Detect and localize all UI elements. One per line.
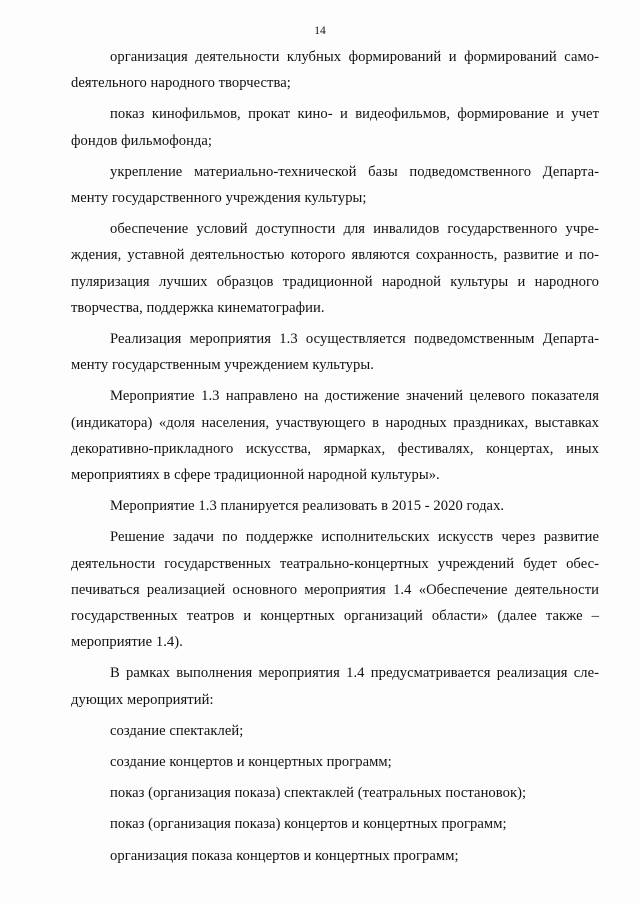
- paragraph-performing-arts-1-4: Решение задачи по поддержке исполнительских искусств через развитие деятельности государственных театрально-концертных учреждений будет обеспечиваться реализацией основного мероприятия 1.4 «Обеспечение деятельности государственных театров и концертных организаций области» (далее также – мероприятие 1.4).: [71, 529, 599, 651]
- list-item-performances: создание спектаклей;: [110, 722, 244, 739]
- paragraph-material-base: укрепление материально-технической базы подведомственного Департаменту государственного учреждения культуры;: [71, 163, 599, 207]
- paragraph-club-formations: организация деятельности клубных формирований и формирований самоdеятельного народного творчества;: [71, 49, 599, 92]
- document-body: [71, 44, 599, 869]
- list-item-performance-showing: показ (организация показа) спектаклей (театральных постановок);: [110, 785, 527, 802]
- paragraph-film-screening: показ кинофильмов, прокат кино- и видеофильмов, формирование и учет фондов фильмофонда;: [71, 106, 599, 149]
- list-item-concert-showing: показ (организация показа) концертов и концертных программ;: [110, 816, 507, 833]
- page-number: 14: [314, 25, 326, 37]
- paragraph-period-1-3: Мероприятие 1.3 планируется реализовать в 2015 - 2020 годах.: [110, 498, 505, 515]
- paragraph-target-indicator-1-3: Мероприятие 1.3 направлено на достижение значений целевого показателя (индикатора) «доля населения, участвующего в народных праздниках, выставках декоративно-прикладного искусства, ярмарках, фестивалях, концертах, иных мероприятиях в сфере традиционной народной культуры».: [71, 388, 599, 484]
- paragraph-activities-1-4-intro: В рамках выполнения мероприятия 1.4 предусматривается реализация следующих мероприятий:: [71, 665, 599, 708]
- paragraph-accessibility: обеспечение условий доступности для инвалидов государственного учреждения, уставной деятельностью которого являются сохранность, развитие и популяризация лучших образцов традиционной народной культуры и народного творчества, поддержка кинематографии.: [71, 221, 599, 316]
- list-item-concerts-creation: создание концертов и концертных программ;: [110, 754, 392, 771]
- paragraph-implementation-1-3: Реализация мероприятия 1.3 осуществляется подведомственным Департаменту государственным учреждением культуры.: [71, 331, 599, 374]
- list-item-concert-organization: организация показа концертов и концертных программ;: [110, 847, 459, 864]
